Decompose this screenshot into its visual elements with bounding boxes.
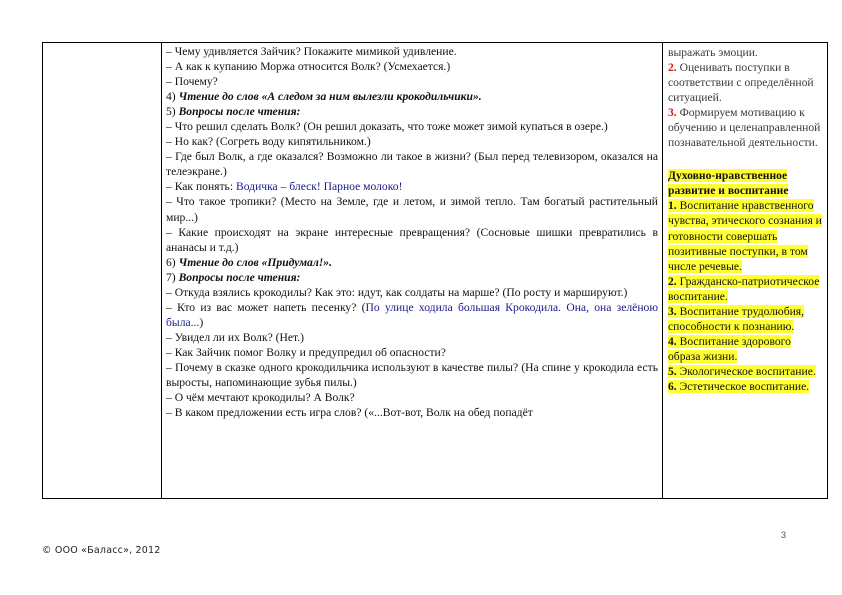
song-fragment: По улице ходила большая Крокодила. Она, она зелёною была... [166,300,658,329]
text-fragment: – Кто из вас может напеть песенку? ( [166,300,366,314]
step-number: 6) [166,255,179,269]
text-line: – Но как? (Согреть воду кипятильником.) [166,135,371,149]
text-fragment: – Как понять: [166,180,236,194]
text-line [166,179,658,194]
copyright-footer: © ООО «Баласс», 2012 [42,545,161,556]
step-number: 4) [166,90,179,104]
text-line: – Откуда взялись крокодилы? Как это: идут, как солдаты на марше? (По росту и маршируют.) [166,285,628,299]
text-line: – Что такое тропики? (Место на Земле, где и летом, и зимой тепло. Там богатый растительный мир...) [166,195,658,224]
item-number: 4. [668,334,677,348]
goal-number: 2. [668,61,677,75]
table-column-stage [43,43,162,498]
quote-fragment: Водичка – блеск! Парное молоко! [235,180,403,194]
text-line: – Увидел ли их Волк? (Нет.) [166,330,304,344]
goal-line: выражать эмоции. [668,46,758,59]
text-line [166,89,658,104]
upbringing-item [668,274,822,304]
text-line: – Где был Волк, а где оказался? Возможно ли такое в жизни? (Был перед телевизором, оказался на телеэкране.) [166,150,658,179]
upbringing-item [668,304,822,334]
lesson-table [42,42,828,499]
text-line: – А как к купанию Моржа относится Волк? (Усмехается.) [166,60,451,74]
item-text: Эстетическое воспитание. [676,379,810,393]
item-text: Гражданско-патриотическое воспитание. [668,274,820,303]
step-title: Вопросы после чтения: [178,105,301,119]
text-line [166,270,658,285]
text-line: – Почему в сказке одного крокодильчика используют в качестве пилы? (На спине у крокодила есть выросты, напоминающие зубья пилы.) [166,360,658,390]
text-line [166,300,658,330]
text-line: – Какие происходят на экране интересные превращения? (Сосновые шишки превратились в ананасы и т.д.) [166,225,658,254]
goal-text: Формируем мотивацию к обучению и целенаправленной познавательной деятельности. [668,106,821,150]
goal-text: Оценивать поступки в соответствии с определённой ситуацией. [668,61,814,105]
item-number: 6. [668,379,677,393]
step-title: Вопросы после чтения: [178,270,301,284]
item-number: 2. [668,274,677,288]
goal-item [668,60,822,105]
item-text: Воспитание трудолюбия, способности к познанию. [668,304,805,333]
table-column-content [162,43,663,498]
item-number: 5. [668,364,677,378]
text-line: – Почему? [166,75,218,89]
text-line: – В каком предложении есть игра слов? («...Вот-вот, Волк на обед попадёт [166,406,533,420]
item-number: 3. [668,304,677,318]
step-title: Чтение до слов «А следом за ним вылезли крокодильчики». [178,90,482,104]
goal-item [668,105,822,150]
step-title: Чтение до слов «Придумал!». [178,255,333,269]
heading-text: Духовно-нравственное развитие и воспитание [668,169,789,198]
text-line [166,104,658,119]
text-fragment: ) [199,315,204,329]
page-number: 3 [781,530,787,540]
text-line: – Чему удивляется Зайчик? Покажите мимикой удивление. [166,45,457,58]
item-text: Экологическое воспитание. [676,364,816,378]
goal-number: 3. [668,106,677,120]
upbringing-item [668,198,822,273]
item-number: 1. [668,199,677,213]
spacer [668,150,822,168]
item-text: Воспитание здорового образа жизни. [668,334,791,363]
step-number: 5) [166,105,179,119]
step-number: 7) [166,270,179,284]
upbringing-item [668,379,822,394]
upbringing-item [668,334,822,364]
section-heading [668,168,822,198]
upbringing-item [668,364,822,379]
text-line: – Как Зайчик помог Волку и предупредил об опасности? [166,345,446,359]
table-column-goals [663,43,827,498]
text-line: – Что решил сделать Волк? (Он решил доказать, что тоже может зимой купаться в озере.) [166,120,608,134]
text-line: – О чём мечтают крокодилы? А Волк? [166,391,355,405]
text-line [166,255,658,270]
item-text: Воспитание нравственного чувства, этического сознания и готовности совершать позитивные поступки, в том числе речевые. [668,199,822,273]
